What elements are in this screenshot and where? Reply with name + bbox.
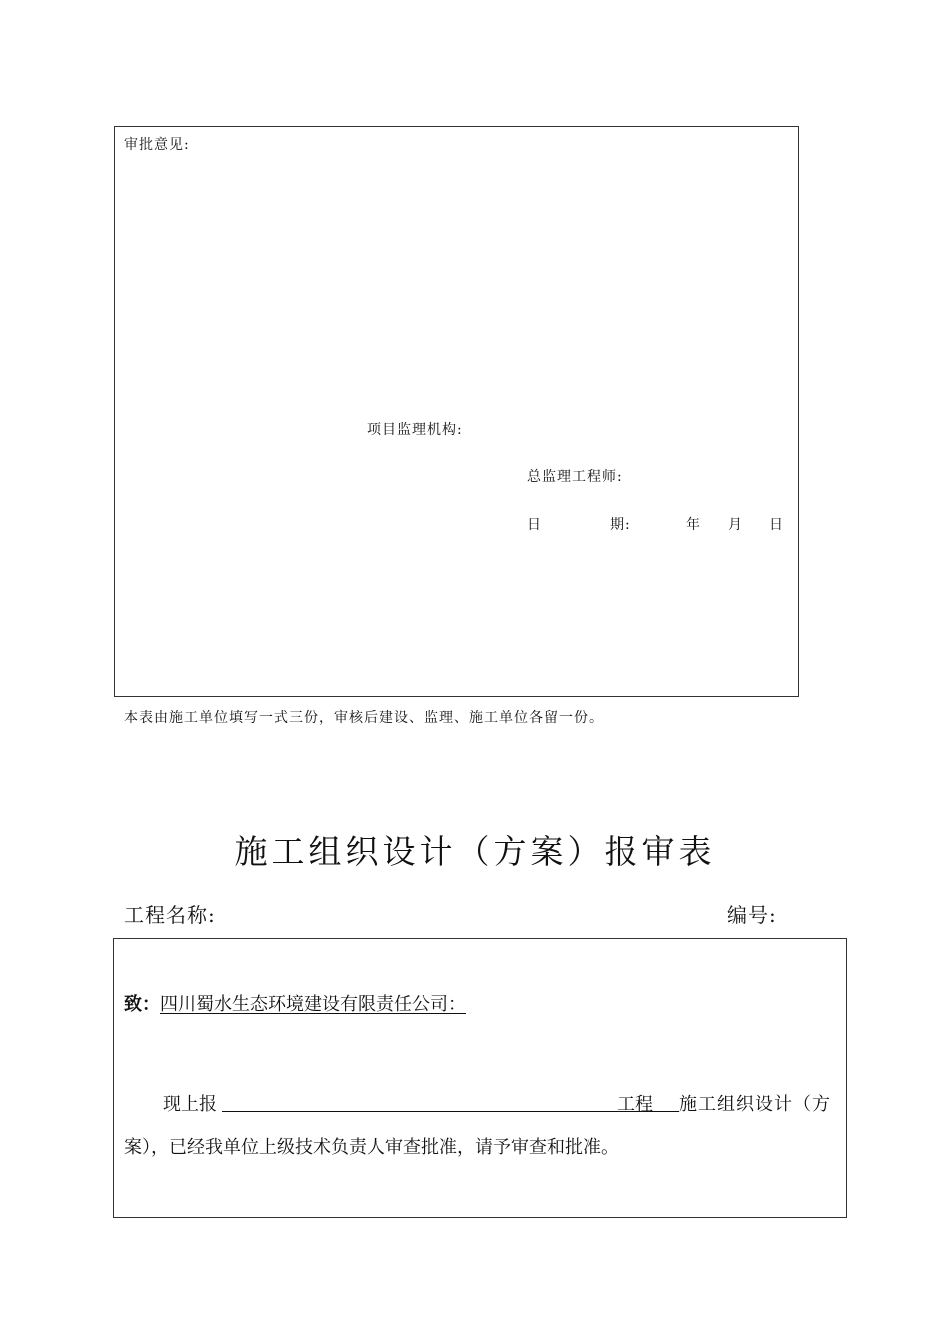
approval-opinion-label: 审批意见: <box>124 137 190 153</box>
report-suffix: 施工组织设计（方 <box>679 1094 831 1115</box>
approval-opinion-box <box>114 126 799 697</box>
serial-number-label: 编号: <box>727 903 777 927</box>
supervision-org-label: 项目监理机构: <box>367 422 463 438</box>
form-title: 施工组织设计（方案）报审表 <box>234 832 716 871</box>
date-label-qi: 期: <box>610 517 631 533</box>
month-label: 月 <box>728 517 743 533</box>
project-name-label: 工程名称: <box>124 903 216 927</box>
year-label: 年 <box>686 517 701 533</box>
form-footnote: 本表由施工单位填写一式三份，审核后建设、监理、施工单位各留一份。 <box>124 710 604 726</box>
addressee-line <box>124 990 466 1016</box>
project-word: 工程 <box>617 1094 653 1115</box>
chief-engineer-label: 总监理工程师: <box>527 469 623 485</box>
addressee-company: 四川蜀水生态环境建设有限责任公司： <box>160 994 466 1015</box>
addressee-prefix: 致： <box>124 994 160 1015</box>
day-label: 日 <box>769 517 784 533</box>
project-blank-line[interactable] <box>222 1111 679 1112</box>
report-prefix: 现上报 <box>163 1094 217 1115</box>
report-second-line: 案），已经我单位上级技术负责人审查批准，请予审查和批准。 <box>124 1137 619 1158</box>
date-label-ri: 日 <box>527 517 542 533</box>
submission-form-box <box>113 938 847 1218</box>
